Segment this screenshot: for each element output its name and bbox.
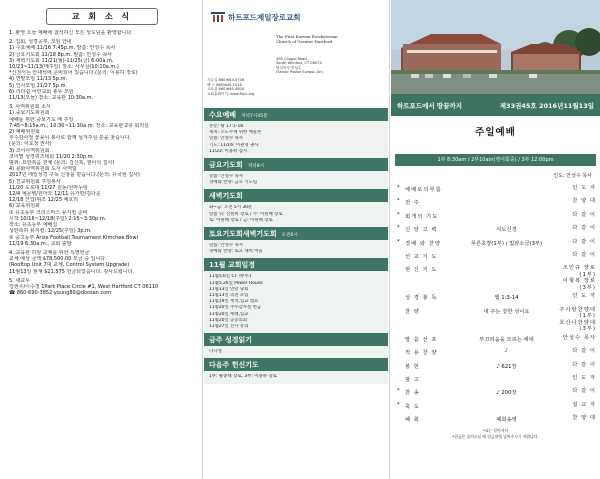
section-subtitle: 저녁7시45분 xyxy=(241,114,268,119)
schedule-line: 말씀: 안성수 목사 xyxy=(209,174,243,180)
section-title: 토요기도회새벽기도회 xyxy=(209,230,277,239)
church-name-korean: 하트포드제일장로교회 xyxy=(228,13,301,22)
schedule-line: 11월5,26일 Power House xyxy=(209,280,263,286)
order-item-content: 부끄러움을 모르는 세대 xyxy=(479,336,534,343)
order-item-leader: 인 도 자 xyxy=(572,185,596,191)
schedule-sections xyxy=(204,108,388,384)
order-item-title: 찬 송 xyxy=(405,390,420,397)
news-line: 7:45~8:15a.m.: 10:30~11:30a.m. 장소: 교육관 2층 회의실 xyxy=(9,122,149,129)
news-line: 5) 인사모임 11/27 5p.m. xyxy=(9,82,68,89)
news-line: 4) 문화사역위원회 도서 사역팀 xyxy=(9,166,77,173)
news-line: 11/19 6:30a.m., 교회 출발 xyxy=(9,240,72,247)
worship-order-row xyxy=(397,223,596,236)
church-news-column xyxy=(0,0,201,479)
order-item-content: 내 주는 강한 성이요 xyxy=(483,308,530,315)
news-line: (Rooftop Unit 7대 교체, Control System Upgrade) xyxy=(9,262,130,269)
section-title: 다음주 헌신기도 xyxy=(209,361,259,370)
order-item-title: 현 신 기 도 xyxy=(405,267,438,274)
order-of-worship xyxy=(397,183,596,426)
order-item-content: 푸른초장(1부) / 빛과소금(3부) xyxy=(470,240,543,247)
worship-order-row xyxy=(397,210,596,223)
schedule-section-header xyxy=(204,227,388,240)
church-brand-block xyxy=(204,0,388,108)
schedule-section-header xyxy=(204,258,388,271)
schedule-line: 11월5,6일 CT 세미나 xyxy=(209,274,252,280)
order-item-leader: 설 교 자 xyxy=(572,401,596,408)
schedule-section-body xyxy=(204,202,388,227)
order-item-content: ♪ 200장 xyxy=(496,390,517,397)
news-line: 1) 수요예배 11/16 7:45p.m. 말씀: 안성수 목사 xyxy=(9,45,116,52)
news-line: ☎ 860-690-3852 young80@doosan.com xyxy=(9,290,112,297)
contact-line: 교육관 860)649-4800 xyxy=(207,87,245,92)
worship-order-row xyxy=(397,263,596,291)
schedule-section-body xyxy=(204,121,388,158)
order-item-leader: 주사랑찬양대(1부) 호산나찬양대(3부) xyxy=(559,306,596,333)
order-item-title: 전 주 xyxy=(405,200,420,207)
news-line: 코이별 성경퀴즈대회 11/20 2:30p.m. xyxy=(9,153,95,160)
news-line: 1) 중보기도위원회 xyxy=(9,110,50,117)
order-item-title: 회개의 기도 xyxy=(405,213,439,220)
order-item-leader: 다 같 이 xyxy=(572,238,596,245)
worship-order-row xyxy=(397,250,596,263)
schedule-section-body xyxy=(204,240,388,258)
order-item-title: 경배 와 찬양 xyxy=(405,240,441,247)
church-contacts xyxy=(207,78,254,97)
schedule-section-header xyxy=(204,358,388,371)
schedule-line: 경배와 찬양: 금요 기도팀 xyxy=(209,180,258,186)
schedule-line: 11월20일 세례,입교 xyxy=(209,311,249,317)
news-line: 10/23~11/13(매주일) 장소: 사무실(10:10a.m.) xyxy=(9,64,119,71)
order-item-title: 말 씀 선 포 xyxy=(405,336,438,343)
news-line: 3) 코이사역위원회 xyxy=(9,147,50,154)
worship-order-row xyxy=(397,291,596,304)
worship-note: *표는 일어서서 xyxy=(482,428,509,434)
schedule-section-header xyxy=(204,108,388,121)
worship-order-row xyxy=(397,333,596,346)
news-line: 12/4 예문병/원마모 12/11 유가딴/김다운 xyxy=(9,191,101,198)
schedule-line: 경배와 찬양: 토요 새벽 어울 xyxy=(209,249,263,255)
schedule-line: 제목: 꼬도주께 위한 예물론 xyxy=(209,130,262,136)
schedule-section-body xyxy=(204,271,388,333)
order-item-title: 봉 헌 xyxy=(405,363,420,370)
order-item-title: 예배로의부름 xyxy=(405,187,442,193)
order-star-marker: * xyxy=(397,388,400,395)
schedule-line: 11월13일 연말 당회 xyxy=(209,286,249,292)
schedule-line: 11월20일 추수감사절 헌금 xyxy=(209,305,262,311)
news-line: (문의: 이효정 권사) xyxy=(9,141,52,148)
order-item-content: 엡 1:3-14 xyxy=(494,295,519,302)
news-line: 11월13일 현재 $21,575 헌금되었습니다. 감사드립니다. xyxy=(9,268,135,275)
worship-order-row xyxy=(397,413,596,426)
section-subtitle: 오전6시 xyxy=(281,233,298,239)
news-line: 성탄축하 뮤지컬: 12/25(주일) 3p.m. xyxy=(9,228,92,235)
column-divider xyxy=(389,0,390,479)
bulletin-issue-date: 제33권45호 2016년11월13일 xyxy=(499,101,594,110)
news-line: 5. 새교우 xyxy=(9,277,30,284)
order-star-marker: * xyxy=(397,401,400,408)
schedule-section-body xyxy=(204,371,388,383)
news-line: 강현우/이수정 1Park Place Circle #1, West Hartford CT 06110 xyxy=(9,283,159,290)
news-line: 4. 교육관 히팅 교체를 위한 특별헌금 xyxy=(9,249,90,256)
schedule-section-header xyxy=(204,189,388,202)
news-line: 추수감사절 꽃꽂이 봉사로 함께 섬겨주실 분을 찾습니다. xyxy=(9,135,132,142)
section-title: 11월 교회일정 xyxy=(209,261,255,270)
address-line: South Windsor, CT 06074 xyxy=(276,61,322,66)
address-line: 담임목사 안성수 xyxy=(276,65,302,70)
news-line: 4) 연말모임 11/13 5p.m. xyxy=(9,76,68,83)
order-item-title: 찬 양 xyxy=(405,308,420,315)
worship-notes xyxy=(391,428,600,440)
schedule-line: 다니엘 xyxy=(209,349,222,355)
news-line: 2) 금요기도회 11/18 8p.m. 말씀: 안성수 목사 xyxy=(9,51,113,58)
schedule-line: 토: 이원혜 장로 / 금: 이원혜 장로 xyxy=(209,217,273,223)
schedule-section-header xyxy=(204,333,388,346)
schedule-line: 11월27일 진사 유의 xyxy=(209,324,249,330)
order-item-leader: 다 같 이 xyxy=(572,348,596,355)
contact-line: 교회홈페이지: www.fkpc.org xyxy=(207,92,255,97)
news-line: *신청서는 안내석에 준비되어 있습니다.(문의: 이용하 장로) xyxy=(9,70,138,77)
order-star-marker: * xyxy=(397,225,400,232)
schedule-line: 말씀: 안성수 목사 xyxy=(209,136,243,142)
news-line: 11/13(오늘) 장소: 교육관 10:30a.m. xyxy=(9,95,94,102)
worship-order-row xyxy=(397,400,596,413)
worship-order-row xyxy=(397,360,596,373)
schedule-line: 기도: 11/16: 이광경 권사 xyxy=(209,142,259,148)
order-item-content: ♪ 621장 xyxy=(496,363,517,370)
schedule-line: 11/23: 이용하 집사 xyxy=(209,148,248,154)
church-logo-icon xyxy=(211,10,227,22)
schedule-line: 본문: 왕 17:1-18 xyxy=(209,124,244,129)
church-name-english-line: The First Korean Presbyterian xyxy=(276,34,338,39)
church-name-english xyxy=(276,34,338,44)
worship-order-row xyxy=(397,196,596,209)
order-item-content: 폐회송영 xyxy=(496,417,517,424)
order-item-leader: 다 같 이 xyxy=(572,361,596,368)
news-line: ① 유초등부 크리스마스 뮤지컬 준비 xyxy=(9,209,88,216)
news-line: 3. 사역위원회 소식 xyxy=(9,104,51,111)
order-item-leader: 인 도 자 xyxy=(572,293,596,300)
church-building-photo xyxy=(391,0,600,94)
order-item-title: 적 용 찬 양 xyxy=(405,350,438,357)
schedule-section-body xyxy=(204,171,388,189)
schedule-section-body xyxy=(204,346,388,358)
bulletin-banner xyxy=(391,94,600,116)
news-line: 11/20 도로대 11/27 원동/원마누팅 xyxy=(9,184,88,191)
schedule-line: 1부: 황종태 장로, 3부: 이용하 장로 xyxy=(209,374,277,380)
order-item-leader: 다 같 이 xyxy=(572,388,596,395)
news-line: 범위: 요한복음 전체 (문의: 김신복, 권이석 집사) xyxy=(9,160,115,167)
service-times: 1부 8:30am / 2부10am(영어회중) / 3부 12:00pm xyxy=(395,154,596,166)
news-line: 2) 예배위원회 xyxy=(9,129,40,136)
news-line: 6) 교육위원회 xyxy=(9,203,40,210)
news-line: ② 중고등부 Arise Football Tournament Kimchee Bowl xyxy=(9,234,138,241)
section-title: 금요기도회 xyxy=(209,161,243,170)
news-line: 12/18 산입/위조 12/25 예호리 xyxy=(9,197,79,204)
schedule-section-header xyxy=(204,158,388,171)
section-title: 금주 성경읽기 xyxy=(209,336,253,345)
order-item-leader: 조인규 장로(1부) 이형복 장로(3부) xyxy=(562,265,596,291)
worship-order-row xyxy=(397,346,596,359)
news-line: 교체 예상 금액 $78,500.00 모금 중 입니다. xyxy=(9,256,107,263)
section-title: 수요예배 xyxy=(209,111,237,119)
order-item-leader: 안성수 목사 xyxy=(562,334,596,341)
worship-order-row xyxy=(397,386,596,399)
schedule-line: 11월20일 공동의회 xyxy=(209,317,248,323)
worship-order-row xyxy=(397,305,596,333)
schedule-line: 화~금: 오전 5시 30분 xyxy=(209,205,253,211)
news-line: 예배를 위한 중보기도 매 주일 xyxy=(9,116,74,123)
church-building-image xyxy=(391,0,600,94)
church-address xyxy=(276,57,323,75)
order-star-marker: * xyxy=(397,185,400,191)
church-motto: 하트포드에서 땅끝까지 xyxy=(397,101,463,110)
news-line: 6) 리더쉽 어린교회 총무 모임 xyxy=(9,88,74,95)
news-line: 5) 친교위원회 주일봉사 xyxy=(9,178,61,185)
address-line: 300 Chapel Road, xyxy=(276,57,308,61)
order-item-leader: 인 도 자 xyxy=(572,374,596,381)
worship-order-row xyxy=(397,237,596,250)
section-subtitle: 저녁8시 xyxy=(247,164,265,170)
church-news-list xyxy=(9,30,195,296)
news-line: 장소: 유초등부 예배실 xyxy=(9,222,58,229)
order-item-title: 신 앙 고 백 xyxy=(405,227,438,234)
news-line: 시작 10/16~12/18(주일) 2:15~3:30p.m. xyxy=(9,215,107,222)
schedule-line: 11월19일 재적,입교 캠프 xyxy=(209,299,259,305)
contact-line: 팩 스 860)645-1416 xyxy=(207,82,242,87)
worship-title: 주일예배 xyxy=(475,127,516,138)
order-item-title: 선 교 기 도 xyxy=(405,253,438,260)
address-line: (Senior Pastor Sungsu An) xyxy=(276,70,323,75)
service-leader: 인도: 안성수 목사 xyxy=(553,173,592,179)
order-item-content: 사도신경 xyxy=(496,227,517,234)
worship-note: *헌금은 들어오실 때 헌금함에 넣어주시기 바랍니다. xyxy=(452,434,539,440)
order-item-leader: 찬 양 대 xyxy=(572,415,596,422)
news-line: 2. 집회, 성경공부, 모임 안내 xyxy=(9,39,72,46)
news-line: 3) 새벽기도회 11/21(월)-11/25(금) 6:00a.m. xyxy=(9,57,114,64)
worship-order-row xyxy=(397,183,596,196)
contact-line: 사무실 860)643-4738 xyxy=(207,78,245,82)
schedule-line: 11월13일 의전 모임 xyxy=(209,293,249,299)
order-star-marker: * xyxy=(397,211,400,218)
news-line: 1. 환영 오늘 예배에 참석하신 모든 성도님을 환영합니다. xyxy=(9,30,133,36)
section-title: 새벽기도회 xyxy=(209,192,243,201)
church-name-english-line: Church of Greater Hartford xyxy=(276,39,333,44)
column-divider xyxy=(202,0,203,479)
order-star-marker: * xyxy=(397,238,400,245)
order-item-title: 폐 회 xyxy=(405,417,420,424)
order-item-content: ♪ xyxy=(504,348,509,355)
worship-column xyxy=(391,0,600,479)
order-item-title: 광 고 xyxy=(405,376,420,383)
schedule-line: 말씀: 안성수 목사 xyxy=(209,243,243,249)
news-line: 2017년 매일성경 구독 신청을 받습니다.(문의: 유국현 집사) xyxy=(9,172,140,179)
order-item-leader: 다 같 이 xyxy=(572,251,596,258)
order-item-title: 성 경 봉 독 xyxy=(405,295,438,302)
order-item-leader: 다 같 이 xyxy=(572,211,596,218)
order-star-marker: * xyxy=(397,198,400,205)
order-item-title: 축 도 xyxy=(405,403,420,410)
church-news-header: 교 회 소 식 xyxy=(46,8,158,25)
worship-order-row xyxy=(397,373,596,386)
church-info-column xyxy=(204,0,388,479)
order-item-leader: 찬 양 대 xyxy=(572,198,596,205)
order-item-leader: 다 같 이 xyxy=(572,225,596,232)
schedule-line: 말씀 뒤: 신원희 장로 / 주: 이원혜 장로 xyxy=(209,211,283,217)
